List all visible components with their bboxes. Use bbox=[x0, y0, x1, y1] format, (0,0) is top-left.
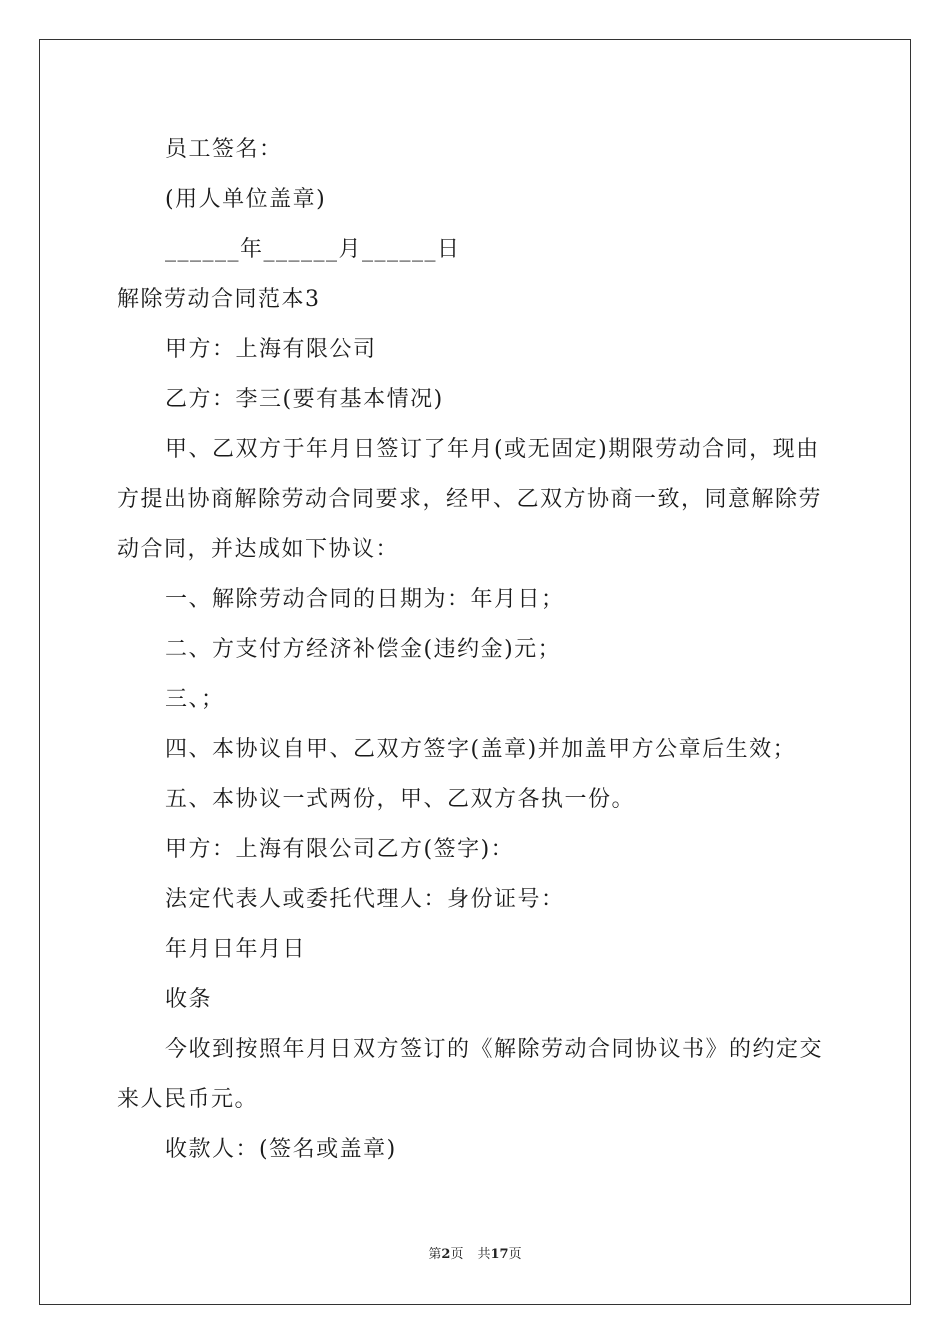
paragraph-line: 方提出协商解除劳动合同要求，经甲、乙双方协商一致，同意解除劳 bbox=[117, 487, 823, 512]
signature-parties-line: 甲方：上海有限公司乙方(签字)： bbox=[165, 837, 515, 862]
page-suffix: 页 bbox=[450, 1247, 464, 1262]
page-footer bbox=[0, 1246, 950, 1264]
clause-1: 一、解除劳动合同的日期为：年月日； bbox=[165, 587, 565, 612]
section-heading: 解除劳动合同范本3 bbox=[117, 287, 321, 312]
signature-date-line: 年月日年月日 bbox=[165, 937, 307, 962]
page-number: 2 bbox=[441, 1247, 451, 1262]
paragraph-line: 动合同，并达成如下协议： bbox=[117, 537, 400, 562]
receipt-paragraph-line: 来人民币元。 bbox=[117, 1087, 259, 1112]
clause-2: 二、方支付方经济补偿金(违约金)元； bbox=[165, 637, 562, 662]
party-b-line: 乙方：李三(要有基本情况) bbox=[165, 387, 444, 412]
clause-3: 三、； bbox=[165, 687, 225, 712]
representative-line: 法定代表人或委托代理人：身份证号： bbox=[165, 887, 565, 912]
employer-seal-line: (用人单位盖章) bbox=[165, 187, 327, 212]
payee-line: 收款人：(签名或盖章) bbox=[165, 1137, 397, 1162]
employee-signature-line: 员工签名： bbox=[165, 137, 283, 162]
page-border bbox=[39, 39, 911, 1305]
total-prefix: 共 bbox=[477, 1247, 491, 1262]
paragraph-line: 甲、乙双方于年月日签订了年月(或无固定)期限劳动合同，现由 bbox=[165, 437, 820, 462]
total-suffix: 页 bbox=[508, 1247, 522, 1262]
page-prefix: 第 bbox=[428, 1247, 442, 1262]
receipt-heading: 收条 bbox=[165, 987, 213, 1012]
date-blank-line: ______年______月______日 bbox=[165, 237, 461, 262]
party-a-line: 甲方：上海有限公司 bbox=[165, 337, 377, 362]
clause-5: 五、本协议一式两份，甲、乙双方各执一份。 bbox=[165, 787, 636, 812]
clause-4: 四、本协议自甲、乙双方签字(盖章)并加盖甲方公章后生效； bbox=[165, 737, 797, 762]
receipt-paragraph-line: 今收到按照年月日双方签订的《解除劳动合同协议书》的约定交 bbox=[165, 1037, 824, 1062]
total-pages: 17 bbox=[490, 1247, 509, 1262]
